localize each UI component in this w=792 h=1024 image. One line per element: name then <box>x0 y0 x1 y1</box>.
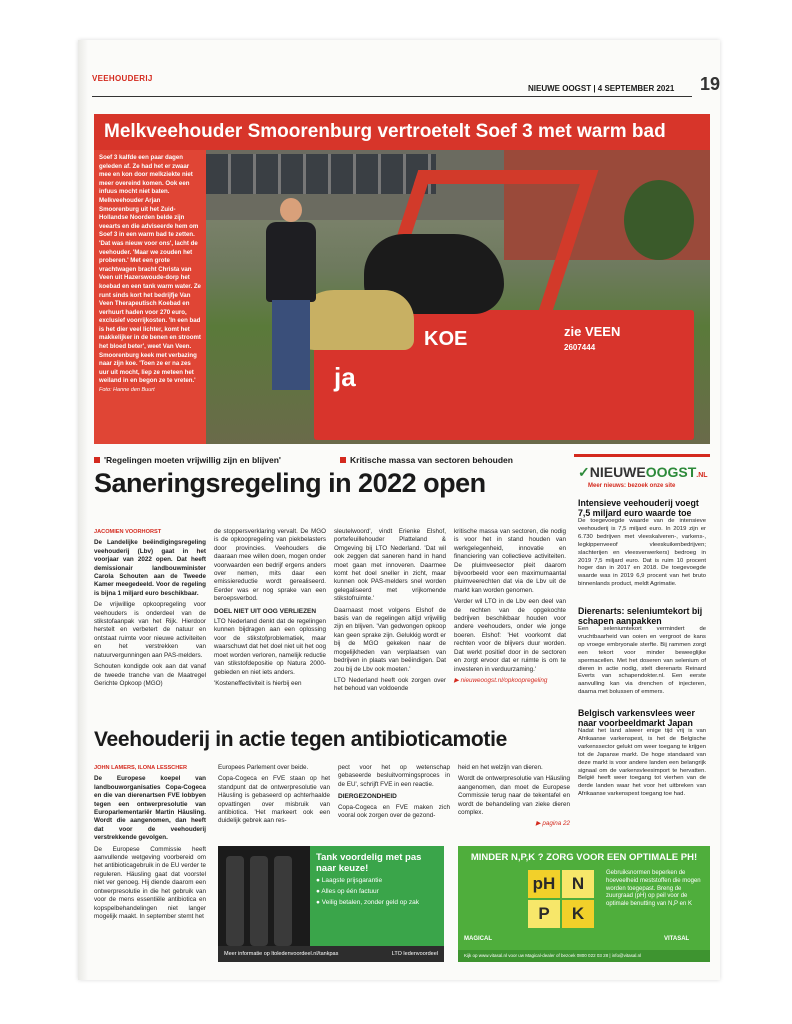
article1-col2 <box>214 528 326 691</box>
article1-col3 <box>334 528 446 697</box>
article2-byline: JOHN LAMERS, ILONA LESSCHER <box>94 765 188 771</box>
fertilizer-ad-footer[interactable]: Kijk op www.vitasal.nl voor uw Magical-dealer of bezoek 0800 022 03 28 | info@vitasal.nl <box>458 950 710 962</box>
article2-c3p1: pect voor het op wetenschap gebaseerde besluitvormingsproces in de EU', schrijft FVE in een reactie. <box>338 764 450 788</box>
fuel-pump-icon <box>274 856 292 946</box>
vitasal-logo: VITASAL <box>664 936 690 942</box>
article1-lead: De Landelijke beëindigingsregeling veehouderij (Lbv) gaat in het voorjaar van 2022 open. Dat heeft demissionair landbouwminister Carola Schouten aan de Tweede Kamer meegedeeld. Voor de regeling is bijna 1 miljard euro beschikbaar. <box>94 539 206 597</box>
feature-headline: Melkveehouder Smoorenburg vertroetelt Soef 3 met warm bad <box>94 114 710 150</box>
fuel-ad-panel <box>310 846 444 946</box>
fuel-ad-bullet-text: Alles op één factuur <box>321 888 379 895</box>
npk-n: N <box>562 870 594 898</box>
article2-col2 <box>218 764 330 829</box>
fuel-ad-title: Tank voordelig met pas naar keuze! <box>316 852 422 874</box>
article1-byline: JACOMIEN VOORHORST <box>94 529 162 535</box>
sidebar-item-3 <box>578 708 706 799</box>
article2-col4 <box>458 764 570 832</box>
article2-col3 <box>338 764 450 823</box>
npk-p: P <box>528 900 560 928</box>
sidebar-item-text: Een seleniumtekort vermindert de vruchtbaarheid van ooien en vergroot de kans op vroege embryonale sterfte. Bij rammen zorgt een tekort voor minder beweeglijke spermacellen. Met het doseren van selenium of dieren in actie nodig, stelt dierenarts Reinard Everts van schapendokter.nl. Een eerste aanvulling kan via drenchen of injecteren, daarna met bolussen of emmers. <box>578 626 706 696</box>
article2-p1: De Europese Commissie heeft aanvullende wetgeving voorbereid om het antibioticagebruik in de EU verder te reguleren. Häusling gaat dat voorstel niet ver genoeg. Hij diende daarom een ontwerpresolutie in die het gebruik van voor de mens essentiële antibiotica en kopspelbehandelingen niet langer mogelijk maakt. In september stemt het <box>94 845 207 920</box>
fertilizer-ad-title: MINDER N,P,K ? ZORG VOOR EEN OPTIMALE PH! <box>470 852 698 863</box>
page-fold <box>78 40 88 980</box>
caption-text: Soef 3 kalfde een paar dagen geleden af. Ze had het er zwaar mee en kon door melkziekte niet meer overeind komen. Ook een infuus mocht niet baten. Melkveehouder Arjan Smoorenburg uit het Zuid-Hollandse Noorden belde zijn veearts en die adviseerde hem om Soef 3 in een warm bad te zetten. 'Dat was nieuw voor ons', lacht de veehouder. 'Maar we zouden het proberen.' Met een grote vrachtwagen bracht Christa van Veen uit Hazerswoude-dorp het koebad en een tank warm water. Ze runt sinds kort het bedrijfje Van Veen Therapeutisch Koebad en verhuurt haden voor 270 euro, exclusief voorrijkosten. 'In een bad is het dier veel lichter, komt het makkelijker in de benen en stroomt het bloed beter', weet Van Veen. Smoorenburg keek met verbazing naar zijn koe. 'Toen ze er na zes uur uit mocht, liep ze meteen het weiland in en begon ze te vreten.' <box>99 154 201 385</box>
sidebar-rule <box>574 454 710 457</box>
sidebar-tagline[interactable]: Meer nieuws: bezoek onze site <box>588 483 676 489</box>
article1-col1 <box>94 528 206 691</box>
nieuweoogst-logo[interactable] <box>578 464 708 481</box>
farmer-body <box>266 222 316 302</box>
sidebar-item-1 <box>578 498 706 589</box>
fuel-ad[interactable] <box>218 846 444 962</box>
fuel-ad-bullet: ● Veilig betalen, zonder geld op zak <box>316 899 419 906</box>
logo-oogst: OOGST <box>645 464 697 480</box>
kicker-left-text: 'Regelingen moeten vrijwillig zijn en blijven' <box>104 455 281 465</box>
article1-c4p2: Verder wil LTO in de Lbv een deel van de rechten van de opgekochte bedrijven beschikbaar houden voor andere veehouders, onder wie jonge boeren. Elshof: 'Het voorkomt dat rechten voor de blijvers duur worden. Dat werkt positief door in de sectoren en zorgt ervoor dat er ruimte is om te investeren in verduurzaming.' <box>454 598 566 673</box>
fertilizer-ad-text: Gebruiksnormen beperken de hoeveelheid meststoffen die mogen worden toegepast. Breng de zuurgraad (pH) op peil voor de optimale benutting van N,P en K <box>606 870 701 908</box>
wagon-text-koe: KOE <box>424 328 468 350</box>
article1-c2p2: LTO Nederland denkt dat de regelingen kunnen bijdragen aan een oplossing voor de stikstofproblematiek, maar waarschuwt dat het doel niet uit het oog moet worden verloren, namelijk reductie van stikstofdepositie op Natura 2000-gebieden en niet iets anders. <box>214 618 326 676</box>
fertilizer-ad[interactable] <box>458 846 710 962</box>
article2-lead: De Europese koepel van landbouworganisaties Copa-Cogeca en die van dierenartsen FVE lobbyen tegen een ontwerpresolutie van Europarlementariër Martin Häusling. Wordt die aangenomen, dan heeft dat voor de veehouderij verstrekkende gevolgen. <box>94 775 206 842</box>
article2-subhead: DIERGEZONDHEID <box>338 793 397 801</box>
red-square-icon <box>94 457 100 463</box>
sidebar-item-2 <box>578 606 706 697</box>
barn-windows <box>206 154 436 194</box>
sidebar-item-title: Belgisch varkensvlees weer naar voorbeeldmarkt Japan <box>578 708 695 728</box>
npk-k: K <box>562 900 594 928</box>
fuel-ad-bullet-text: Veilig betalen, zonder geld op zak <box>321 899 419 906</box>
page-number: 19 <box>699 74 720 94</box>
article1-c2p1: de stoppersverklaring vervalt. De MGO is de opkoopregeling van piekbelasters door provincies. Veehouders die daaraan mee willen doen, mogen onder voorwaarden een bedrijf ergens anders over nemen, mits daar een emissiereductie wordt gerealiseerd. Eerder was er nog sprake van een beroepsverbod. <box>214 528 326 603</box>
sidebar-item-title: Dierenarts: seleniumtekort bij schapen aanpakken <box>578 606 703 626</box>
sidebar-item-text: De toegevoegde waarde van de intensieve veehouderij is 7,5 miljard euro. In 2019 zijn er 6.730 bedrijven met vleeskalveren-, varkens-, legkippenveeof vleeskuikenbedrijven; slachterijen en vleesverwerkers) bedroeg in 2019 7,5 miljard euro. Dat is ruim 10 procent hoger dan in 2017 en 2018. De toegevoegde waarde was in 2019 6,9 procent van het bruto binnenlands product, meldt Agrimatie. <box>578 518 706 588</box>
article2-continued[interactable]: ▶ pagina 22 <box>535 820 570 828</box>
section-label: VEEHOUDERIJ <box>92 74 153 83</box>
kicker-left <box>94 455 281 465</box>
lto-brand: LTO ledenvoordeel <box>391 951 438 957</box>
sidebar-item-title: Intensieve veehouderij voegt 7,5 miljard euro waarde toe <box>578 498 699 518</box>
logo-nl: .NL <box>696 472 708 479</box>
fuel-pump-icon <box>250 856 268 946</box>
leaf-icon: ✓ <box>578 464 590 480</box>
fuel-ad-bullet: ● Alles op één factuur <box>316 888 379 895</box>
farmer-legs <box>272 300 310 390</box>
logo-main: NIEUWE <box>589 464 646 480</box>
wagon-phone: 2607444 <box>564 343 596 352</box>
fuel-ad-bullet-text: Laagste prijsgarantie <box>321 877 383 884</box>
wagon-text-zie <box>564 325 620 355</box>
article2-c4p1: heid en het welzijn van dieren. <box>458 764 543 771</box>
article2-col1 <box>94 764 206 924</box>
paper-date: NIEUWE OOGST | 4 SEPTEMBER 2021 <box>528 84 675 93</box>
article1-c4p1: kritische massa van sectoren, die nodig is voor het in stand houden van werkgelegenheid, innovatie en financiering van collectieve activiteiten. De pluimveesector pleit daarom bijvoorbeeld voor een maximumaantal pluimveerechten dat via de Lbv uit de markt kan worden genomen. <box>454 528 566 594</box>
article1-c3p2: Daarnaast moet volgens Elshof de basis van de regelingen altijd vrijwillig zijn en blijven. 'Van gedwongen opkoop kan geen sprake zijn. Gelukkig wordt er bij de MGO gekeken naar de mogelijkheden van verplaatsen van bedrijven in plaats van beëindigen. Dat zou bij de Lbv ook moeten.' <box>334 606 446 673</box>
kicker-right-text: Kritische massa van sectoren behouden <box>350 455 513 465</box>
article2-c2p2: Copa-Cogeca en FVE staan op het standpunt dat de ontwerpresolutie van Häusling is gebaseerd op achterhaalde opvattingen over misbruik van antibiotica. 'Het markeert ook een duidelijk gebrek aan res- <box>218 775 330 825</box>
article2-c3p2: Copa-Cogeca en FVE maken zich vooral ook zorgen over de gezond- <box>338 803 450 820</box>
fuel-ad-bullet: ● Laagste prijsgarantie <box>316 877 383 884</box>
fuel-ad-footer <box>218 946 444 962</box>
newspaper-page <box>78 40 720 980</box>
farmer-head <box>280 198 302 222</box>
article1-p1: De vrijwillige opkoopregeling voor veehouders is onderdeel van de stikstofaanpak van het Rijk. Hierdoor herstelt en verbetert de natuur en ontstaat ruimte voor nieuwe activiteiten en het verstrekken van natuurvergunningen aan PAS-melders. <box>94 601 206 659</box>
photo-caption <box>94 150 206 444</box>
kicker-right <box>340 455 513 465</box>
feature-photo <box>94 150 710 444</box>
article2-c4p2: Wordt de ontwerpresolutie van Häusling aangenomen, dan moet de Europese Commissie terug naar de tekentafel en wordt de behandeling van zieke dieren complex. <box>458 775 570 817</box>
article1-link[interactable]: ▶ nieuweoogst.nl/opkoopregeling <box>454 676 548 684</box>
article1-c3p1: sleutelwoord', vindt Erienke Elshof, portefeuillehouder Platteland & Omgeving bij LTO Nederland. 'Dat wil ook zeggen dat saneren hand in hand moet gaan met innoveren. Daarmee komt het doel sneller in zicht, maar kunnen ook PAS-melders snel worden gelegaliseerd met vrijkomende stikstofruimte.' <box>334 528 446 603</box>
article1-c2p3: 'Kosteneffectiviteit is hierbij een <box>214 679 302 687</box>
sidebar-item-text: Nadat het land alweer enige tijd vrij is van Afrikaanse varkenspest, is het de Belgische varkenssector gelukt om weer toegang te krijgen tot de Japanse markt. De hoge standaard van deze markt is voor andere landen een belangrijk signaal om de varkensvleesimport te hervatten. België heeft weer toegang tot vierhen van de derde landen waar het voor het uitbreken van Afrikaanse varkenspest toegang toe had. <box>578 728 706 798</box>
fuel-pump-icon <box>226 856 244 946</box>
magical-logo: MAGICAL <box>464 936 492 942</box>
article1-link-text[interactable]: nieuweoogst.nl/opkoopregeling <box>460 676 548 684</box>
wagon-text-zie-veen: zie VEEN <box>564 324 621 339</box>
article2-headline: Veehouderij in actie tegen antibioticamotie <box>94 728 508 751</box>
red-square-icon <box>340 457 346 463</box>
article2-c2p1: Europees Parlement over beide. <box>218 764 309 771</box>
article2-cont-text[interactable]: pagina 22 <box>542 820 570 828</box>
article1-headline: Saneringsregeling in 2022 open <box>94 468 486 498</box>
article1-p2: Schouten kondigde ook aan dat vanaf de tweede tranche van de Maatregel Gerichte Opkoop (MGO) <box>94 663 206 687</box>
article1-col4 <box>454 528 566 688</box>
header-rule <box>92 96 692 97</box>
fuel-ad-url[interactable]: Meer informatie op ltoledenvoordeel.nl/tankpas <box>224 951 339 957</box>
tree <box>624 180 694 260</box>
article1-subhead: DOEL NIET UIT OOG VERLIEZEN <box>214 607 317 615</box>
wagon-text-ja: ja <box>334 362 356 392</box>
article1-c3p3: LTO Nederland heeft ook zorgen over het behoud van voldoende <box>334 676 446 693</box>
npk-ph: pH <box>528 870 560 898</box>
photo-credit: Foto: Hanne den Buurt <box>99 387 155 394</box>
